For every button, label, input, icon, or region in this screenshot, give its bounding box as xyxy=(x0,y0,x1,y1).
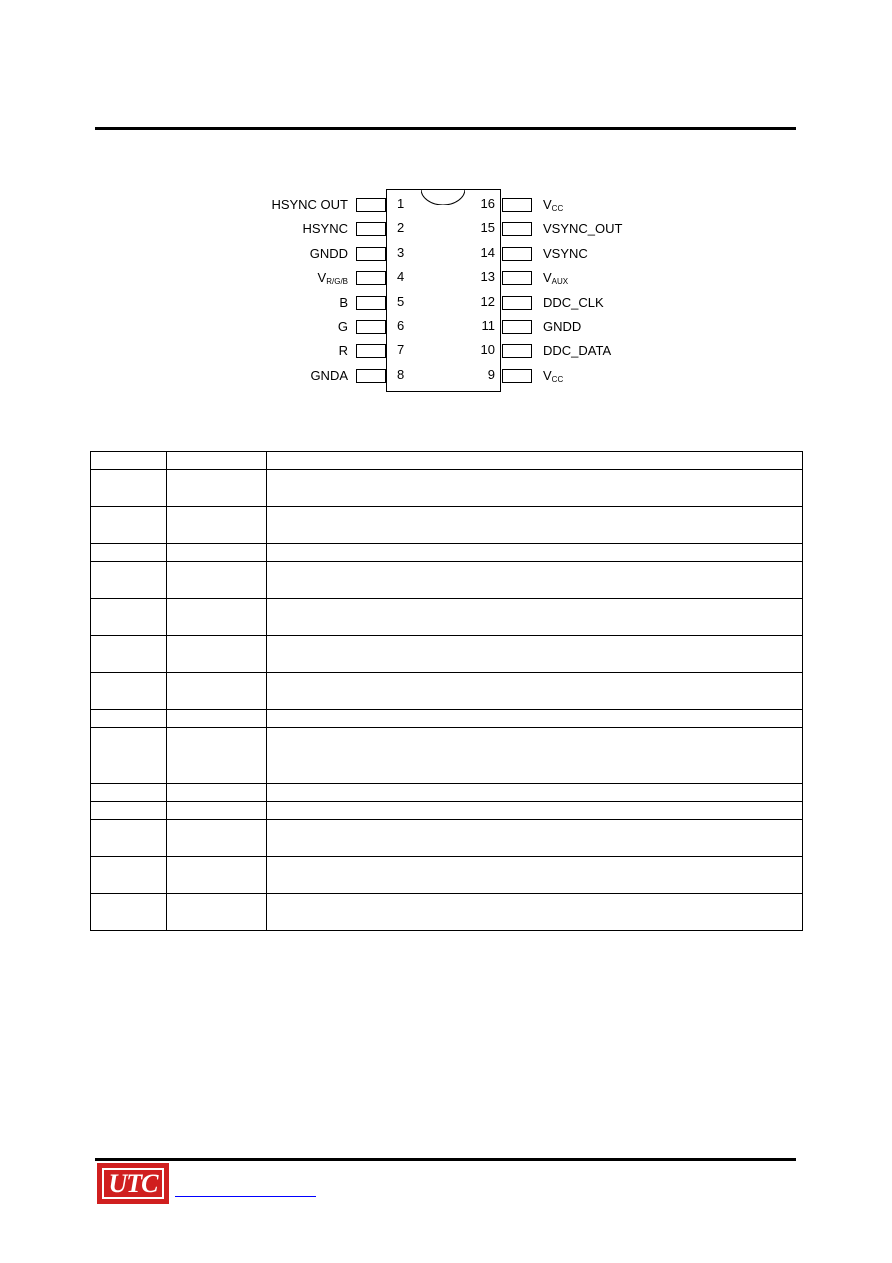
pin-lead xyxy=(356,344,386,358)
table-cell xyxy=(167,728,267,784)
pin-lead xyxy=(356,198,386,212)
pin-label xyxy=(543,294,743,312)
pin-name-subscript: CC xyxy=(551,204,564,213)
pin-lead xyxy=(356,296,386,310)
footer-rule xyxy=(95,1158,796,1161)
table-cell xyxy=(167,470,267,507)
pin-lead xyxy=(356,271,386,285)
pin-lead xyxy=(356,247,386,261)
pin-label xyxy=(200,318,348,336)
table-cell xyxy=(267,673,803,710)
table-cell xyxy=(267,710,803,728)
table-cell xyxy=(167,820,267,857)
pin-label xyxy=(543,318,743,336)
table-cell xyxy=(167,636,267,673)
table-cell xyxy=(91,452,167,470)
pin-number: 2 xyxy=(397,220,405,236)
pin-number: 11 xyxy=(481,318,495,333)
pin-lead xyxy=(502,344,532,358)
pin-name: GNDD xyxy=(309,245,348,261)
table-cell xyxy=(91,857,167,894)
utc-logo xyxy=(97,1163,169,1204)
pin-number: 13 xyxy=(480,269,495,285)
table-cell xyxy=(91,820,167,857)
pin-number: 16 xyxy=(480,196,495,211)
pin-number: 7 xyxy=(397,342,405,358)
table-row xyxy=(91,599,803,636)
pin-lead xyxy=(502,320,532,334)
pin-number: 6 xyxy=(397,318,405,333)
table-cell xyxy=(91,673,167,710)
table-row xyxy=(91,784,803,802)
table-cell xyxy=(167,857,267,894)
pin-number: 1 xyxy=(397,196,405,211)
pin-label xyxy=(200,367,348,385)
pin-lead xyxy=(502,247,532,261)
pin-label xyxy=(200,342,348,360)
table-cell xyxy=(167,894,267,931)
pin-name: V xyxy=(543,270,552,286)
table-cell xyxy=(267,894,803,931)
pin-name: GNDD xyxy=(543,319,582,334)
pin-label xyxy=(200,245,348,263)
pin-lead xyxy=(502,198,532,212)
pin-name: V xyxy=(543,197,552,212)
pin-lead xyxy=(502,271,532,285)
table-header-row xyxy=(91,452,803,470)
table-cell xyxy=(91,894,167,931)
pin-number: 4 xyxy=(397,269,405,285)
utc-logo-text: UTC xyxy=(102,1168,164,1199)
table-cell xyxy=(91,710,167,728)
table-row xyxy=(91,820,803,857)
pin-name: B xyxy=(339,294,348,310)
table-row xyxy=(91,544,803,562)
table-row xyxy=(91,562,803,599)
table-row xyxy=(91,857,803,894)
table-cell xyxy=(91,728,167,784)
table-row xyxy=(91,728,803,784)
pin-name: R xyxy=(338,343,348,359)
table-row xyxy=(91,802,803,820)
pin-number: 3 xyxy=(397,244,405,260)
pin-name: G xyxy=(337,319,348,334)
pin-number: 5 xyxy=(397,293,405,309)
table-cell xyxy=(91,562,167,599)
pin-name-subscript: R/G/B xyxy=(326,277,348,287)
pin-number: 8 xyxy=(397,366,405,382)
pin-number: 15 xyxy=(480,220,495,236)
pin-label xyxy=(543,269,743,287)
pin-name: DDC_CLK xyxy=(543,294,604,310)
pin-name: VSYNC_OUT xyxy=(543,221,623,237)
table-cell xyxy=(267,802,803,820)
pin-label xyxy=(543,196,743,214)
table-cell xyxy=(267,452,803,470)
table-row xyxy=(91,470,803,507)
pin-configuration-diagram xyxy=(0,0,892,420)
pin-name: GNDA xyxy=(310,367,348,383)
table-row xyxy=(91,507,803,544)
table-cell xyxy=(91,544,167,562)
table-cell xyxy=(167,784,267,802)
table-row xyxy=(91,673,803,710)
pin-label xyxy=(200,294,348,312)
table-cell xyxy=(267,857,803,894)
pin-label xyxy=(200,220,348,238)
table-row xyxy=(91,710,803,728)
pin-lead xyxy=(502,369,532,383)
pin-label xyxy=(200,269,348,287)
table-cell xyxy=(267,636,803,673)
pin-label xyxy=(200,196,348,214)
table-cell xyxy=(167,599,267,636)
table-cell xyxy=(167,673,267,710)
pin-number: 9 xyxy=(487,366,495,382)
table-cell xyxy=(267,599,803,636)
pin-lead xyxy=(356,320,386,334)
table-cell xyxy=(267,470,803,507)
table-cell xyxy=(267,728,803,784)
pin-name-subscript: AUX xyxy=(551,277,569,287)
pin-name: V xyxy=(543,367,552,383)
pin-label xyxy=(543,220,743,238)
pin-label xyxy=(543,367,743,385)
table-row xyxy=(91,636,803,673)
table-cell xyxy=(267,544,803,562)
table-cell xyxy=(167,802,267,820)
table-cell xyxy=(267,820,803,857)
table-cell xyxy=(267,507,803,544)
pin-name: DDC_DATA xyxy=(543,343,612,359)
table-cell xyxy=(91,636,167,673)
pin-name: V xyxy=(317,270,327,286)
table-cell xyxy=(167,710,267,728)
pin-name: HSYNC OUT xyxy=(271,197,348,212)
table-cell xyxy=(167,452,267,470)
pin-label xyxy=(543,342,743,360)
pin-name-subscript: CC xyxy=(551,374,564,384)
pin-lead xyxy=(356,222,386,236)
table-cell xyxy=(91,802,167,820)
website-link[interactable] xyxy=(175,1196,316,1197)
pin-number: 14 xyxy=(480,244,495,260)
pin-number: 12 xyxy=(480,293,495,309)
table-cell xyxy=(167,507,267,544)
table-cell xyxy=(167,544,267,562)
table-cell xyxy=(91,507,167,544)
table-cell xyxy=(267,784,803,802)
table-row xyxy=(91,894,803,931)
pin-name: VSYNC xyxy=(543,245,588,261)
pin-lead xyxy=(502,296,532,310)
table-cell xyxy=(91,599,167,636)
pin-description-table xyxy=(90,451,803,931)
pin-label xyxy=(543,245,743,263)
table-cell xyxy=(91,470,167,507)
table-cell xyxy=(167,562,267,599)
pin-number: 10 xyxy=(480,342,495,358)
pin1-notch xyxy=(421,189,465,205)
pin-lead xyxy=(502,222,532,236)
table-cell xyxy=(267,562,803,599)
table-cell xyxy=(91,784,167,802)
pin-lead xyxy=(356,369,386,383)
pin-name: HSYNC xyxy=(302,221,348,237)
